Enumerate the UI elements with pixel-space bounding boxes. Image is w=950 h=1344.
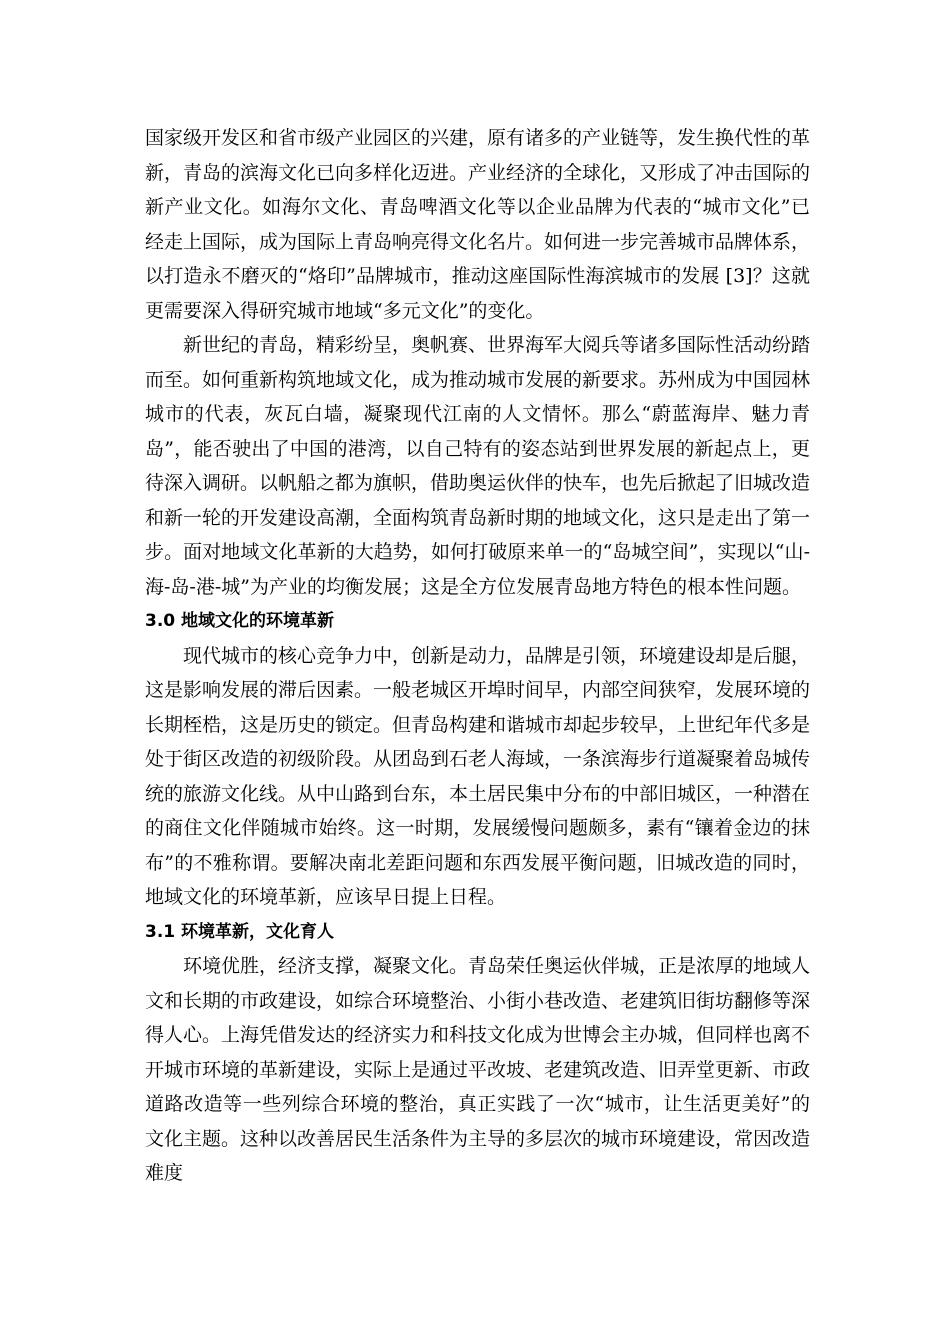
- paragraph-environment-innovation: 现代城市的核心竞争力中，创新是动力，品牌是引领，环境建设却是后腿，这是影响发展的滞后因素。一般老城区开埠时间早，内部空间狭窄，发展环境的长期桎梏，这是历史的锁定。但青岛构建和谐城市却起步较早，上世纪年代多是处于街区改造的初级阶段。从团岛到石老人海域，一条滨海步行道凝聚着岛城传统的旅游文化线。从中山路到台东，本土居民集中分布的中部旧城区，一种潜在的商住文化伴随城市始终。这一时期，发展缓慢问题颇多，素有“镶着金边的抹布”的不雅称谓。要解决南北差距问题和东西发展平衡问题，旧城改造的同时，地域文化的环境革新，应该早日提上日程。: [145, 644, 811, 908]
- paragraph-culture-education: 环境优胜，经济支撑，凝聚文化。青岛荣任奥运伙伴城，正是浓厚的地域人文和长期的市政建设，如综合环境整治、小街小巷改造、老建筑旧街坊翻修等深得人心。上海凭借发达的经济实力和科技文化成为世博会主办城，但同样也离不开城市环境的革新建设，实际上是通过平改坡、老建筑改造、旧弄堂更新、市政道路改造等一些列综合环境的整治，真正实践了一次“城市，让生活更美好”的文化主题。这种以改善居民生活条件为主导的多层次的城市环境建设，常因改造难度: [145, 955, 811, 1184]
- paragraph-continued: 国家级开发区和省市级产业园区的兴建，原有诸多的产业链等，发生换代性的革新，青岛的滨海文化已向多样化迈进。产业经济的全球化，又形成了冲击国际的新产业文化。如海尔文化、青岛啤酒文化等以企业品牌为代表的“城市文化”已经走上国际，成为国际上青岛响亮得文化名片。如何进一步完善城市品牌体系，以打造永不磨灭的“烙印”品牌城市，推动这座国际性海滨城市的发展 [3]？这就更需要深入得研究城市地域“多元文化”的变化。: [145, 127, 811, 322]
- section-heading-3-0: 3.0 地域文化的环境革新: [145, 611, 335, 631]
- paragraph-new-century: 新世纪的青岛，精彩纷呈，奥帆赛、世界海军大阅兵等诸多国际性活动纷踏而至。如何重新构筑地域文化，成为推动城市发展的新要求。苏州成为中国园林城市的代表，灰瓦白墙，凝聚现代江南的人文情怀。那么“蔚蓝海岸、魅力青岛”，能否驶出了中国的港湾，以自己特有的姿态站到世界发展的新起点上，更待深入调研。以帆船之都为旗帜，借助奥运伙伴的快车，也先后掀起了旧城改造和新一轮的开发建设高潮，全面构筑青岛新时期的地域文化，这只是走出了第一步。面对地域文化革新的大趋势，如何打破原来单一的“岛城空间”，实现以“山-海-岛-港-城”为产业的均衡发展；这是全方位发展青岛地方特色的根本性问题。: [145, 334, 811, 598]
- section-heading-3-1: 3.1 环境革新，文化育人: [145, 921, 335, 942]
- document-body: [145, 121, 810, 1191]
